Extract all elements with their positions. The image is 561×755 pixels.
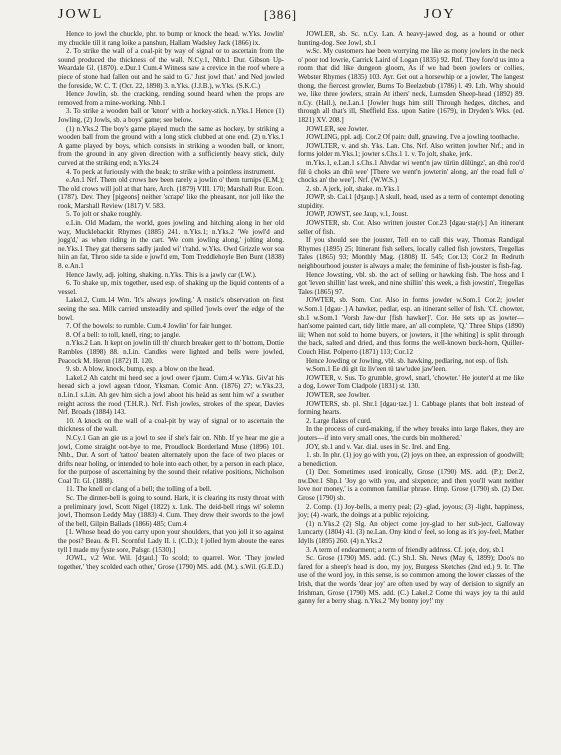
dictionary-entry: JOWP, sb. Cai.1 [dʒaup.] A skull, head, used as a term of contempt denoting stupidity.	[298, 193, 524, 210]
dictionary-entry: Lakel.2, Cum.14 Wm. 'It's always jowling.' A rustic's observation on first seeing the sea. Milk carried unsteadily and spilled 'jowls over' the edge of the bowl.	[58, 296, 284, 322]
dictionary-entry: n.Yks.2 Lan. It kept on jowlin till th' church breaker gett to th' bottom, Dottie Rambles (1898) 88. n.Lin. Candles were lighted and bells were jowled, Peacock M. Heron (1872) II. 120.	[58, 339, 284, 365]
dictionary-entry: JOWTER, v. Sus. To grumble, growl, snarl, 'chowter.' He jouter'd at me like a dog, Lower Tom Cladpole (1831) st. 130.	[298, 373, 524, 391]
dictionary-entry: In the process of curd-making, if the whey breaks into large flakes, they are jouters—if into very small ones, 'the curds bin molthered.'	[298, 425, 524, 442]
dictionary-entry: (1) n.Yks.2 The boy's game played much the same as hockey, by striking a wooden ball from the ground with a long stick clubbed at one end. (2) n.Yks.1 A game played by boys, which consists in striking a wooden ball, or knorr, from the ground in any given direction with a sufficiently heavy stick, duly curved at the striking end; n.Yks.24	[58, 124, 284, 167]
right-column	[298, 30, 524, 606]
left-column	[58, 30, 284, 571]
dictionary-entry: 1. sb. In phr. (1) joy go with you, (2) joys on thee, an expression of goodwill; a benediction.	[298, 451, 524, 468]
dictionary-entry: 4. To peck at furiously with the beak; to strike with a pointless instrument.	[66, 167, 276, 176]
dictionary-entry: Hence Jowding or Jowling, vbl. sb. hawking, pedlaring, not esp. of fish.	[306, 356, 509, 365]
left-running-head: JOWL	[58, 7, 104, 22]
dictionary-entry: JOY, sb.1 and v. Var. dial. uses in Sc. Irel. and Eng.	[306, 442, 451, 451]
dictionary-entry: 5. To jolt or shake roughly.	[66, 210, 142, 219]
dictionary-entry: JOWP, JOWST, see Jaup, v.1, Joust.	[306, 210, 409, 219]
dictionary-entry: JOWLTER, v. and sb. Yks. Lan. Chs. Nrf. Also written jowlter Nrf.; and in forms jolder m.Yks.1; jowter s.Chs.1 1. v. To jolt, shake, jerk.	[298, 141, 524, 159]
dictionary-entry: Hence Jowlin, sb. the cracking, rending sound heard when the props are removed from a mine-working. Nhb.1	[58, 90, 284, 107]
dictionary-entry: e.Lin. Old Madam, the world, goes jowling and hitching along in her old way, Mucklebackit Rhymes (1885) 241. n.Yks.1; n.Yks.2 'We jowl'd and jogg'd,' as when riding in the cart. 'We com jowling along,' jolting along. ne.Yks.1 They gat thersens sadly jauled wi' t'rahd. w.Yks. Owd Grizzle wor soa hiin an fat, Throo side ta side e jowl'd em, Tom Treddlehoyle Ben Bunt (1838) 8. e.An.1	[58, 219, 284, 271]
dictionary-entry: JOWLER, see Jowter.	[306, 124, 369, 133]
dictionary-entry: w.Som.1 Ee dü git üz liv'een tü taw'udee jaw'leen.	[306, 365, 447, 374]
dictionary-entry: 11. The knell or clang of a bell; the tolling of a bell.	[66, 485, 212, 494]
dictionary-entry: 8. Of a bell: to toll, knell, ring; to jangle.	[66, 330, 181, 339]
dictionary-entry: 7. Of the bowels: to rumble. Cum.4 Jowlin' for fair hunger.	[66, 322, 233, 331]
dictionary-entry: 2. sb. A jerk, jolt, shake. m.Yks.1	[306, 184, 400, 193]
dictionary-entry: Sc. The dinner-bell is going to sound. Hark, it is clearing its rusty throat with a preliminary jowl, Scott Nigel (1822) x. Lnk. The deid-bell rings wi' solemn jowl, Thomson Leddy May (1883) 4. Cum. They drew their swords to the jowl of the bell, Gilpin Ballads (1866) 485; Cum.4	[58, 494, 284, 528]
dictionary-entry: 2. Comp. (1) Joy-bells, a merry peal; (2) -glad, joyous; (3) -light, happiness, joy; (4) -wark, the doings at a public rejoicing.	[298, 502, 524, 520]
dictionary-entry: N.Cy.1 Gan an gie us a jowl to see if she's fair on. Nhb. If ye hear me gie a jowl, Come straight oot-bye to me, Proudlock Borderland Muse (1896) 101. Nhb., Dur. A sort of 'tattoo' beaten alternately upon the face of two places or drifts near holing, or intended to hole into each other, by a person in each place, for the purpose of ascertaining by the sound their relative positions, Nicholson Coal Tr. Gl. (1888).	[58, 433, 284, 485]
dictionary-entry: JOWTERS, sb. pl. Shr.1 [dgau·tǝz.] 1. Cabbage plants that bolt instead of forming hearts.	[298, 399, 524, 417]
dictionary-entry: (1) Der. Sometimes used ironically, Grose (1790) MS. add. (P.); Der.2, nw.Der.1 Shp.1 'Joy go with you, and sixpence; and then you'll want neither love nor money,' is a common familiar phrase. Hmp. Grose (1790) sb. (2) Der. Grose (1790) sb.	[298, 468, 524, 503]
dictionary-entry: If you should see the jouster, Tell en to call this way, Thomas Randigal Rhymes (1895) 25; Itinerant fish sellers, locally called fish jowsters, Tregellas Tales (1865) 93; Monthly Mag. (1808) II. 545; Cor.13; Cor.2 In Redruth neighbourhood jouster is always a male; the feminine of fish-jouster is fish-fag.	[298, 236, 524, 271]
dictionary-entry: 6. To shake up, mix together, used esp. of shaking up the liquid contents of a vessel.	[58, 279, 284, 296]
dictionary-entry: JOWTER, sb. Som. Cor. Also in forms jowder w.Som.1 Cor.2; jowler w.Som.1 [dgau·.] A hawker, pedlar, esp. an itinerant seller of fish. 'Cf. chowter, sb.1 w.Som.1 'Vorsh Jaw·dur [fish hawker]'. Cor. He sets up as jowter—han'some painted cart, tidy little mare, an' all complete, 'Q.' Three Ships (1890) iii; When not sold to home buyers, or jowters, it [the whiting] is split through the back, salted and dried, and thus forms the well-known buck-horn, Quiller-Couch Hist. Polperro (1871) 113; Cor.12	[298, 296, 524, 356]
page-header	[0, 0, 561, 30]
dictionary-entry: JOWSTER, sb. Cor. Also written jouster Cor.23 [dgau·stə(r).] An itinerant seller of fish.	[298, 219, 524, 236]
dictionary-entry: 10. A knock on the wall of a coal-pit by way of signal or to ascertain the thickness of the wall.	[58, 416, 284, 434]
dictionary-entry: m.Yks.1, e.Lan.1 s.Chs.1 Ahvdar wi went'n jaw türün dûlüngz', an dhü roo'd fül ü choks an dhü wee' [There we went'n jowterin' along, an' the road full o' chocks an' the wee']. Nrf. (W.W.S.)	[298, 158, 524, 185]
right-running-head: JOY	[424, 7, 456, 22]
dictionary-entry: 2. To strike the wall of a coal-pit by way of signal or to ascertain from the sound produced the thickness of the wall. N.Cy.1, Nhb.1 Dur. Gibson Up-Weardale Gl. (1870). e.Dur.1 Cum.4 Witness saw a crevice in the roof where a piece of stone had fallen out and he said to G.' Just jowl that.' and Ned jowled the foreside, W. C. T. (Oct. 22, 1898) 3. n.Yks. (J.J.B.), w.Yks. (S.K.C.)	[58, 47, 284, 90]
dictionary-entry: Sc. Grose (1790) MS. add. (C.) Sh.I. Sh. News (May 6, 1899); Doo's no fared for a sheep's head is doo, my joy, Burgess Sketches (2nd ed.) 9. Ir. The use of the word joy, in this sense, is so common among the lower classes of the Irish, that the words 'dear joy' are often used by way of derision to signify an Irishman, Grose (1790) MS. add. (C.) Lakel.2 Come thi ways joy ta thi auld ganny fer a berry shag. n.Yks.2 'My bonny joy!' my	[298, 554, 524, 606]
dictionary-entry: JOWL, v.2 Wor. Wil. [dʒaul.] To scold; to quarrel. Wor. 'They jowled together,' 'they scolded each other,' Grose (1790) MS. add. (M.). s.Wil. (G.E.D.)	[58, 554, 284, 571]
dictionary-entry: 3. To strike a wooden ball or 'knorr' with a hockey-stick. n.Yks.1 Hence (1) Jowling, (2) Jowls, sb. a boys' game; see below.	[58, 107, 284, 124]
dictionary-entry: Hence Jowsting, vbl. sb. the act of selling or hawking fish. The hoss and I got 'leven shillin' last week, and nine shillin' this week, a fish jowstin', Tregellas Tales (1865) 97.	[298, 270, 524, 296]
dictionary-entry: Lakel.2 Ah catcht mi heed sec a jowl ower t'jaum. Cum.4 w.Yks. Giv'at his heead sich a jowl agean t'door, Yksman. Comic Ann. (1876) 27; w.Yks.23, n.Lin.1 s.Lin. Ah gev him sich a jowl aboot his heäd as sent him wi' a swuther reight across the rood (T.H.R.). Nrf. Fish jowles, strokes of the spear, Davies Nrf. Broads (1884) 143.	[58, 373, 284, 417]
dictionary-entry: (1) n.Yks.2 (2) Slg. An object come joy-glad to her sub-ject, Galloway Luncarty (1804) 41. (3) ne.Lan. Ony kind o' feel, so long as it's joy-feel, Mather Idylls (1895) 260. (4) n.Yks.2	[298, 519, 524, 546]
dictionary-entry: [1. Whose head do you carry upon your shoulders, that you joll it so against the post? Beau. & Fl. Scornful Lady II. i. (C.D.); I jolled hym aboute the eares tyll I made my fyste sore, Palsgr. (1530).]	[58, 528, 284, 554]
dictionary-entry: JOWLING, ppl. adj. Cor.2 Of pain: dull, gnawing. I've a jowling toothache.	[306, 133, 520, 142]
dictionary-entry: 3. A term of endearment; a term of friendly address. Cf. jo(e, doy, sb.1	[306, 545, 505, 554]
dictionary-entry: Hence Jawly, adj. jolting, shaking. n.Yks. This is a jawly car (I.W.).	[66, 270, 257, 279]
dictionary-entry: JOWLER, sb. Sc. n.Cy. Lan. A heavy-jawed dog, as a hound or other hunting-dog. See Jowl, sb.1	[298, 30, 524, 47]
dictionary-entry: Hence to jowl the chuckle, phr. to bump or knock the head. w.Yks. Jowlin' my chuckle till it rang loike a panshun, Hallam Wadsley Jack (1866) ix.	[58, 30, 284, 47]
page-number: [386]	[263, 7, 298, 22]
dictionary-entry: 9. sb. A blow, knock, bump, esp. a blow on the head.	[66, 365, 215, 374]
dictionary-entry: JOWTER, see Jowlter.	[306, 390, 371, 399]
dictionary-entry: e.An.1 Nrf. Them old crows hev been rarely a jowlin o' them turnips (E.M.); The old crows will joll at that hare, Arch. (1879) VIII. 170; Marshall Rur. Econ. (1787). Dev. They [pigeons] neither 'scrape' like the pheasant, nor joll like the rook, Marshall Review (1817) V. 583.	[58, 176, 284, 210]
dictionary-entry: 2. Large flakes of curd.	[306, 416, 372, 425]
dictionary-entry: w.Sc. My customers hae been worrying me like as mony jowlers in the neck o' poor tod lowrie, Carrick Laird of Logan (1835) 92. Rnf. They fore'd us into a room that did like dungeon gloom, As if we had been jowlers or collies, Webster Rhymes (1835) 103. Ayr. Get out a horsewhip or a jowler, The langest thong, the fiercest growler, Burns To Beelzebub (1786) l. 49. Lth. Why should we, like three jowlers, strain At ithers' neck, Lumsden Sheep-head (1892) 89. n.Cy. (Hall.), ne.Lan.1 [Jowler hugs him still Through hedges, ditches, and through all that's ill, Sheffield Ess. upon Satire (1679), in Dryden's Wks. (ed. 1821) XV. 208.]	[298, 47, 524, 124]
